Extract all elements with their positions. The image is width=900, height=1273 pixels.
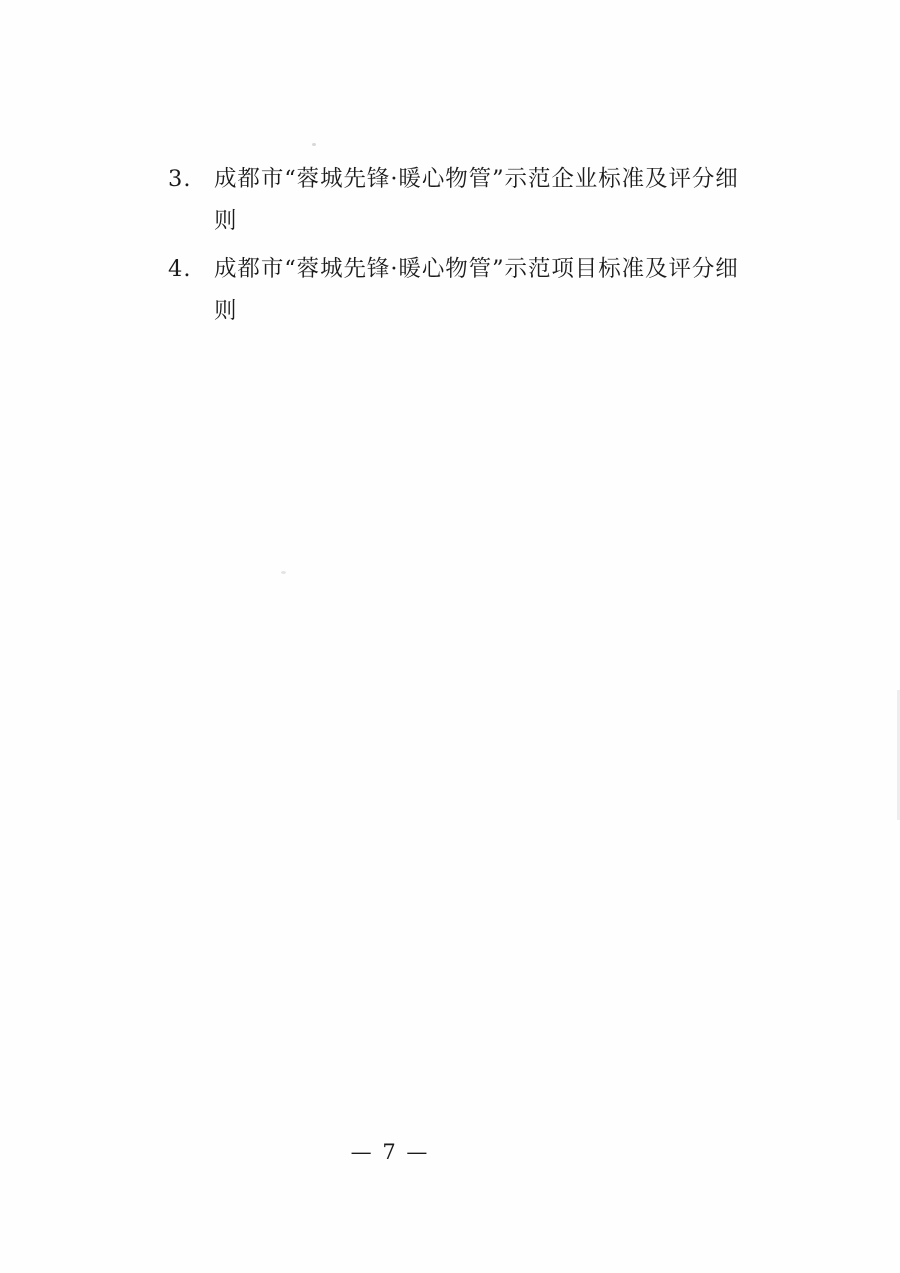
list-item-text: 成都市“蓉城先锋·暖心物管”示范企业标准及评分细则 [214,166,738,234]
list-item-number: 3. [168,166,192,192]
paper-speck [281,571,286,574]
document-content [168,158,738,338]
list-item-text: 成都市“蓉城先锋·暖心物管”示范项目标准及评分细则 [214,256,738,324]
list-item [168,158,738,242]
list-item-number: 4. [168,256,192,282]
paper-speck [312,143,316,146]
list-item [168,248,738,332]
page-number: — 7 — [350,1140,430,1164]
